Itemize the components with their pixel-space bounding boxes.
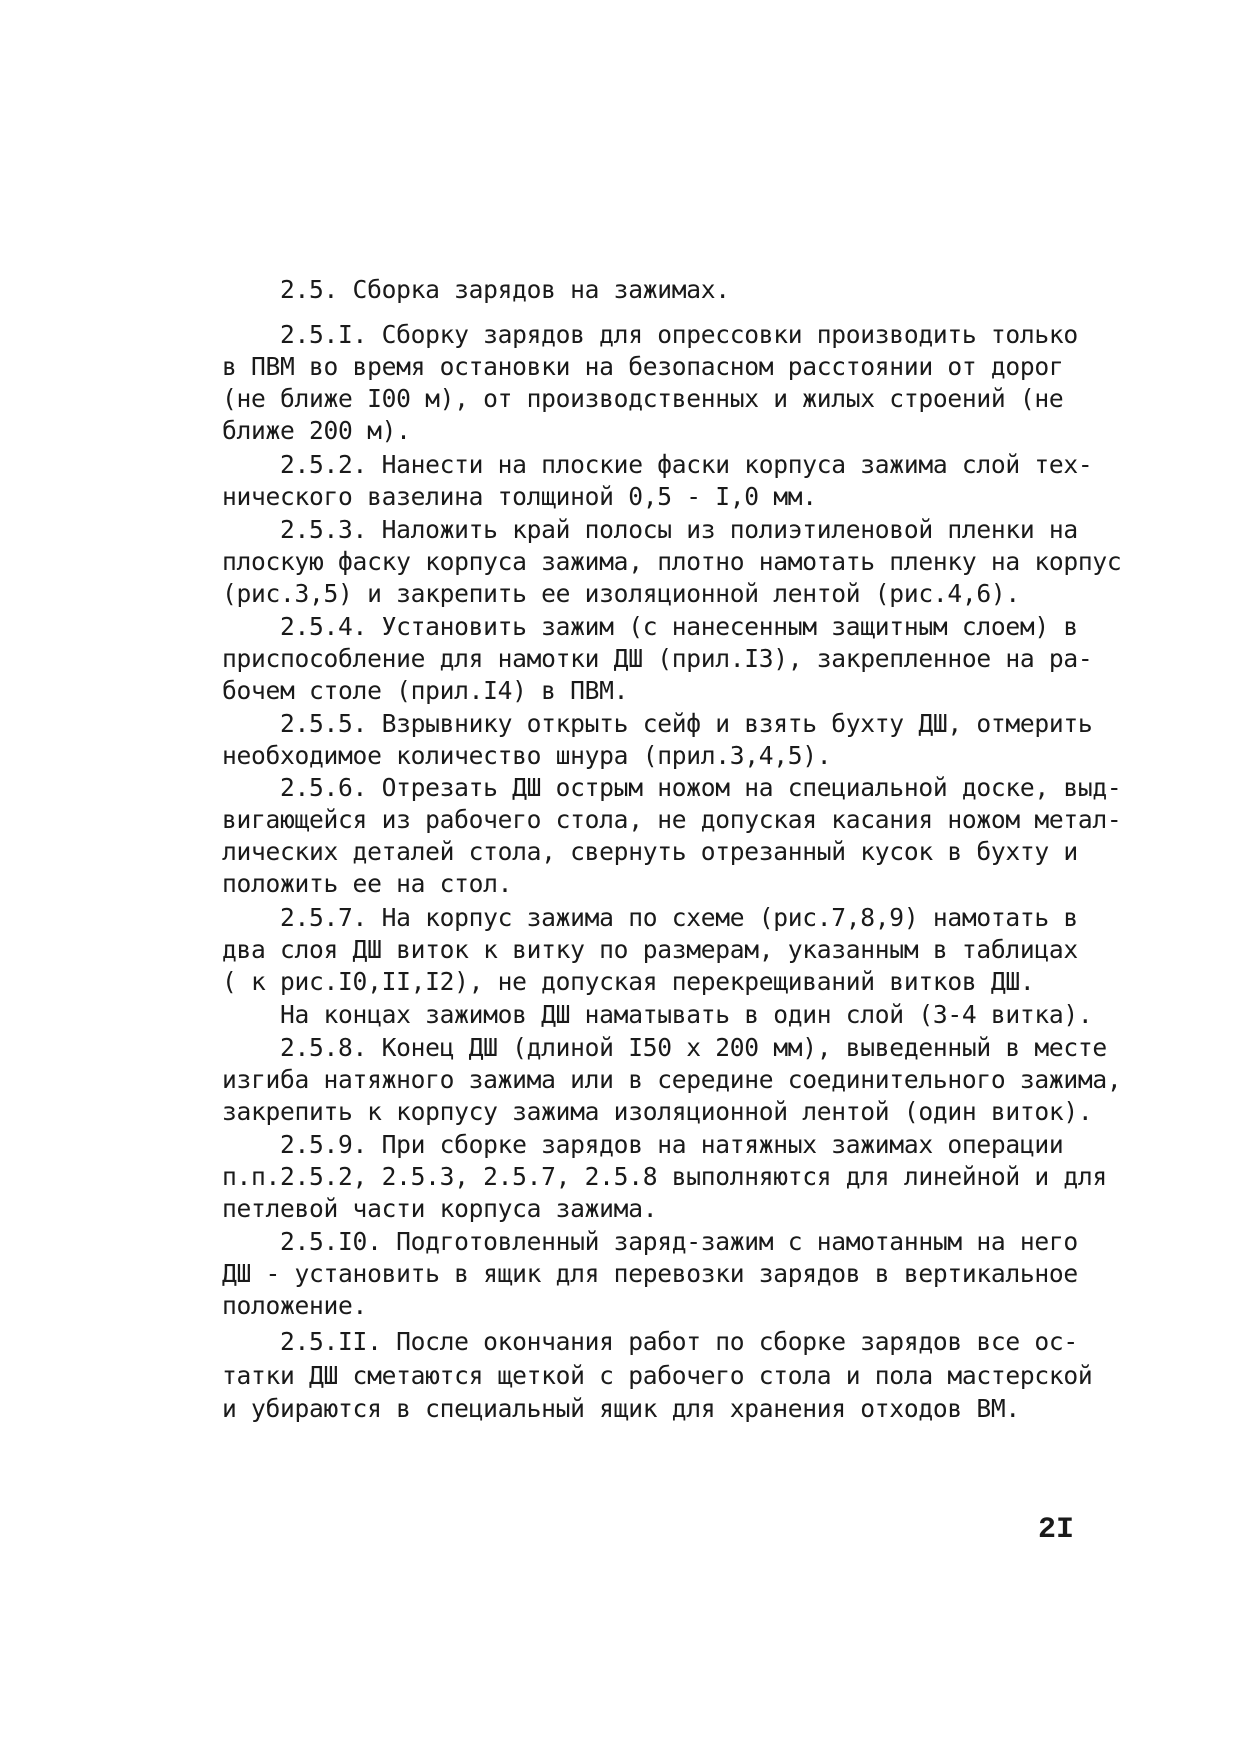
paragraph-line: ( к рис.I0,II,I2), не допуская перекрещиваний витков ДШ. bbox=[222, 967, 1035, 996]
paragraph-line: 2.5.II. После окончания работ по сборке зарядов все ос- bbox=[222, 1327, 1078, 1356]
paragraph-line: положение. bbox=[222, 1291, 368, 1320]
paragraph-line: На концах зажимов ДШ наматывать в один слой (3-4 витка). bbox=[222, 1000, 1093, 1029]
paragraph-line: ДШ - установить в ящик для перевозки зарядов в вертикальное bbox=[222, 1259, 1078, 1288]
paragraph-line: 2.5.8. Конец ДШ (длиной I50 х 200 мм), выведенный в месте bbox=[222, 1033, 1107, 1062]
paragraph-line: (рис.3,5) и закрепить ее изоляционной лентой (рис.4,6). bbox=[222, 579, 1020, 608]
paragraph-line: 2.5.2. Нанести на плоские фаски корпуса зажима слой тех- bbox=[222, 450, 1093, 479]
paragraph-line: приспособление для намотки ДШ (прил.I3), закрепленное на ра- bbox=[222, 644, 1093, 673]
paragraph-line: 2.5.5. Взрывнику открыть сейф и взять бухту ДШ, отмерить bbox=[222, 709, 1093, 738]
paragraph-line: в ПВМ во время остановки на безопасном расстоянии от дорог bbox=[222, 352, 1064, 381]
paragraph-line: необходимое количество шнура (прил.3,4,5). bbox=[222, 741, 832, 770]
paragraph-line: 2.5.4. Установить зажим (с нанесенным защитным слоем) в bbox=[222, 612, 1078, 641]
paragraph-line: 2.5.6. Отрезать ДШ острым ножом на специальной доске, выд- bbox=[222, 773, 1122, 802]
paragraph-line: п.п.2.5.2, 2.5.3, 2.5.7, 2.5.8 выполняются для линейной и для bbox=[222, 1162, 1107, 1191]
paragraph-line: плоскую фаску корпуса зажима, плотно намотать пленку на корпус bbox=[222, 547, 1122, 576]
paragraph-line: петлевой части корпуса зажима. bbox=[222, 1194, 658, 1223]
heading-2-5: 2.5. Сборка зарядов на зажимах. bbox=[222, 275, 730, 304]
paragraph-line: (не ближе I00 м), от производственных и жилых строений (не bbox=[222, 384, 1064, 413]
paragraph-line: и убираются в специальный ящик для хранения отходов ВМ. bbox=[222, 1394, 1020, 1423]
paragraph-line: закрепить к корпусу зажима изоляционной лентой (один виток). bbox=[222, 1097, 1093, 1126]
paragraph-line: ближе 200 м). bbox=[222, 416, 411, 445]
paragraph-line: лических деталей стола, свернуть отрезанный кусок в бухту и bbox=[222, 837, 1078, 866]
paragraph-line: положить ее на стол. bbox=[222, 869, 513, 898]
paragraph-line: 2.5.I0. Подготовленный заряд-зажим с намотанным на него bbox=[222, 1227, 1078, 1256]
paragraph-line: 2.5.7. На корпус зажима по схеме (рис.7,8,9) намотать в bbox=[222, 903, 1078, 932]
paragraph-line: нического вазелина толщиной 0,5 - I,0 мм. bbox=[222, 482, 817, 511]
paragraph-line: вигающейся из рабочего стола, не допуская касания ножом метал- bbox=[222, 805, 1122, 834]
paragraph-line: два слоя ДШ виток к витку по размерам, указанным в таблицах bbox=[222, 935, 1078, 964]
page-number: 2I bbox=[1038, 1513, 1075, 1547]
paragraph-line: татки ДШ сметаются щеткой с рабочего стола и пола мастерской bbox=[222, 1361, 1093, 1390]
paragraph-line: 2.5.I. Сборку зарядов для опрессовки производить только bbox=[222, 320, 1078, 349]
paragraph-line: 2.5.3. Наложить край полосы из полиэтиленовой пленки на bbox=[222, 515, 1078, 544]
paragraph-line: 2.5.9. При сборке зарядов на натяжных зажимах операции bbox=[222, 1130, 1064, 1159]
paragraph-line: бочем столе (прил.I4) в ПВМ. bbox=[222, 676, 629, 705]
paragraph-line: изгиба натяжного зажима или в середине соединительного зажима, bbox=[222, 1065, 1122, 1094]
